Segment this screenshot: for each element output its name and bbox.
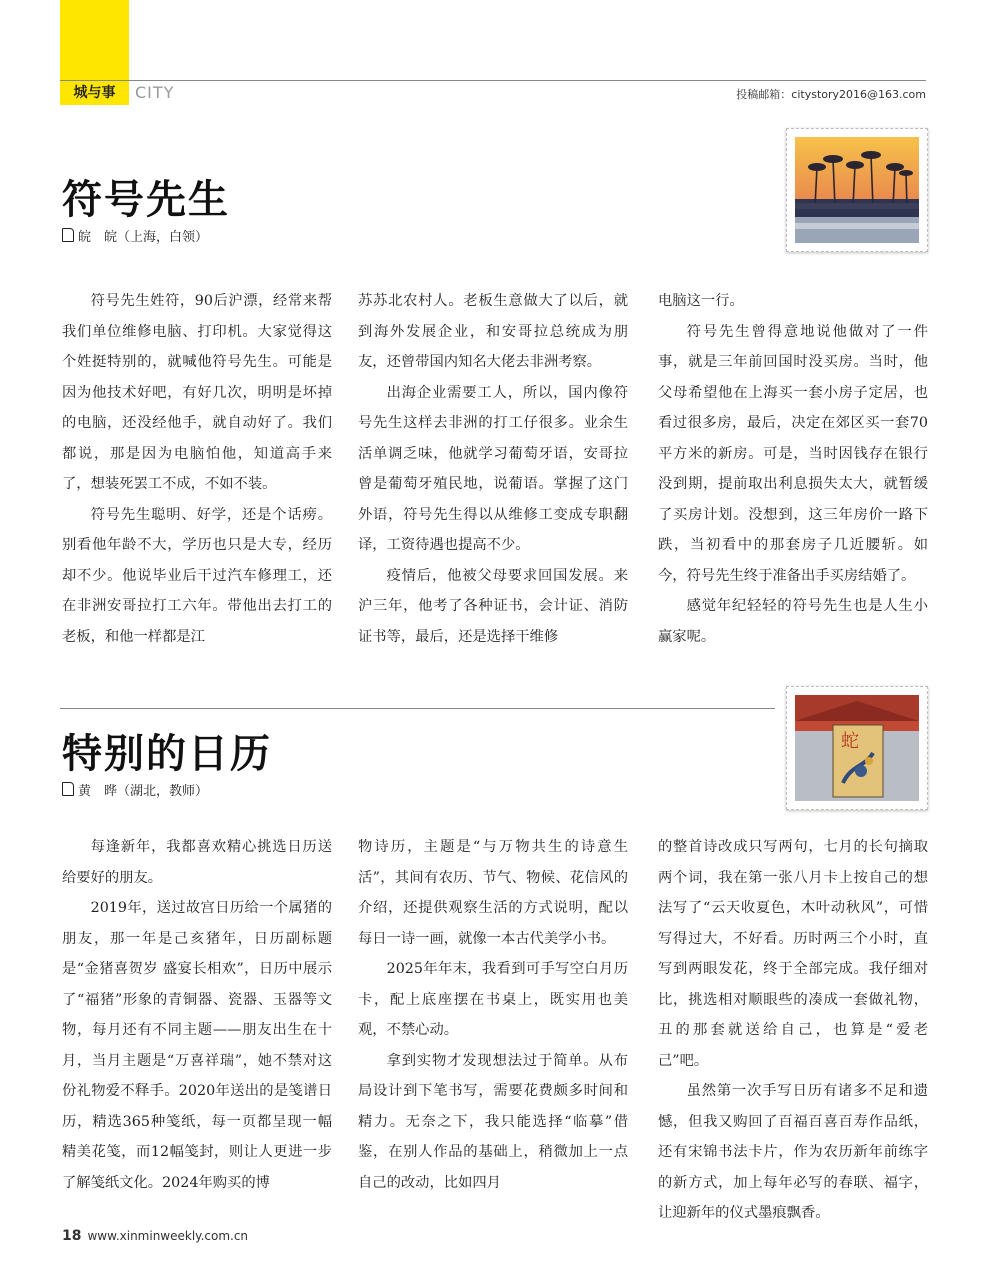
section-tag-english: CITY — [135, 83, 175, 102]
header-color-block — [60, 0, 129, 80]
byline-text: 皖 皖（上海，白领） — [78, 230, 209, 245]
paragraph: 2025年年末，我看到可手写空白月历卡，配上底座摆在书桌上，既实用也美观，不禁心动。 — [358, 961, 628, 1038]
stamp-calendar — [786, 686, 928, 810]
article-title: 特别的日历 — [62, 730, 272, 777]
website-link[interactable]: www.xinminweekly.com.cn — [87, 1229, 249, 1243]
page-footer — [62, 1228, 248, 1244]
paragraph: 符号先生姓符，90后沪漂，经常来帮我们单位维修电脑、打印机。大家觉得这个姓挺特别的，就喊他符号先生。可能是因为他技术好吧，有好几次，明明是坏掉的电脑，还没经他手，就自动好了。我们都说，那是因为电脑怕他，知道高手来了，想装死罢工不成，不如不装。 — [62, 293, 332, 492]
pen-icon — [62, 782, 74, 796]
submission-email: 投稿邮箱：citystory2016@163.com — [736, 88, 926, 101]
paragraph: 每逢新年，我都喜欢精心挑选日历送给要好的朋友。 — [62, 839, 332, 886]
article-byline — [62, 780, 208, 799]
article-title: 符号先生 — [62, 176, 230, 223]
header-rule — [60, 80, 926, 81]
paragraph: 感觉年纪轻轻的符号先生也是人生小赢家呢。 — [658, 598, 928, 645]
article1-column-2 — [358, 286, 628, 652]
stamp-palm-beach — [786, 128, 928, 252]
section-tag: 城与事 — [60, 81, 129, 105]
paragraph: 符号先生聪明、好学，还是个话痨。别看他年龄不大，学历也只是大专，经历却不少。他说毕业后干过汽车修理工，还在非洲安哥拉打工六年。带他出去打工的老板，和他一样都是江 — [62, 506, 332, 645]
article2-column-2 — [358, 832, 628, 1198]
page-number: 18 — [62, 1228, 82, 1244]
pen-icon — [62, 228, 74, 242]
paragraph: 虽然第一次手写日历有诸多不足和遗憾，但我又购回了百福百喜百寿作品纸，还有宋锦书法卡片，作为农历新年前练字的新方式，加上每年必写的春联、福字，让迎新年的仪式墨痕飘香。 — [658, 1083, 928, 1221]
paragraph: 物诗历，主题是“与万物共生的诗意生活”，其间有农历、节气、物候、花信风的介绍，还提供观察生活的方式说明，配以每日一诗一画，就像一本古代美学小书。 — [358, 839, 628, 947]
svg-text:蛇: 蛇 — [841, 731, 859, 752]
palm-beach-illustration — [795, 137, 919, 243]
article2-column-3 — [658, 832, 928, 1229]
paragraph: 出海企业需要工人，所以，国内像符号先生这样去非洲的打工仔很多。业余生活单调乏味，他就学习葡萄牙语，安哥拉曾是葡萄牙殖民地，说葡语。掌握了这门外语，符号先生得以从维修工变成专职翻译，工资待遇也提高不少。 — [358, 384, 628, 553]
paragraph: 2019年，送过故宫日历给一个属猪的朋友，那一年是己亥猪年，日历副标题是“金猪喜贺岁 盛宴长相欢”，日历中展示了“福猪”形象的青铜器、瓷器、玉器等文物，每月还有不同主题——朋友出生在十月，当月主题是“万喜祥瑞”，她不禁对这份礼物爱不释手。2020年送出的是笺谱日历，精选365种笺纸，每一页都呈现一幅精美花笺，而12幅笺封，则让人更进一步了解笺纸文化。2024年购买的博 — [62, 900, 332, 1191]
article1-column-1 — [62, 286, 332, 652]
paragraph: 符号先生曾得意地说他做对了一件事，就是三年前回国时没买房。当时，他父母希望他在上海买一套小房子定居，也看过很多房，最后，决定在郊区买一套70平方米的新房。可是，当时因钱存在银行没到期，提前取出利息损失太大，就暂缓了买房计划。没想到，这三年房价一路下跌，当初看中的那套房子几近腰斩。如今，符号先生终于准备出手买房结婚了。 — [658, 323, 928, 584]
paragraph: 拿到实物才发现想法过于简单。从布局设计到下笔书写，需要花费颇多时间和精力。无奈之下，我只能选择“临摹”借鉴，在别人作品的基础上，稍微加上一点自己的改动，比如四月 — [358, 1052, 628, 1191]
article1-column-3 — [658, 286, 928, 652]
article-divider — [60, 708, 775, 709]
article2-column-1 — [62, 832, 332, 1198]
paragraph: 的整首诗改成只写两句，七月的长句摘取两个词，我在第一张八月卡上按自己的想法写了“云天收夏色，木叶动秋风”，可惜写得过大，不好看。历时两三个小时，直写到两眼发花，终于全部完成。我仔细对比，挑选相对顺眼些的凑成一套做礼物，丑的那套就送给自己，也算是“爱老己”吧。 — [658, 839, 928, 1069]
paragraph: 苏苏北农村人。老板生意做大了以后，就到海外发展企业，和安哥拉总统成为朋友，还曾带国内知名大佬去非洲考察。 — [358, 293, 628, 370]
article-byline — [62, 226, 208, 245]
byline-text: 黄 晔（湖北，教师） — [78, 784, 209, 799]
paragraph: 疫情后，他被父母要求回国发展。来沪三年，他考了各种证书，会计证、消防证书等，最后，还是选择干维修 — [358, 567, 628, 645]
forbidden-city-calendar-illustration — [795, 695, 919, 801]
paragraph: 电脑这一行。 — [658, 293, 744, 309]
